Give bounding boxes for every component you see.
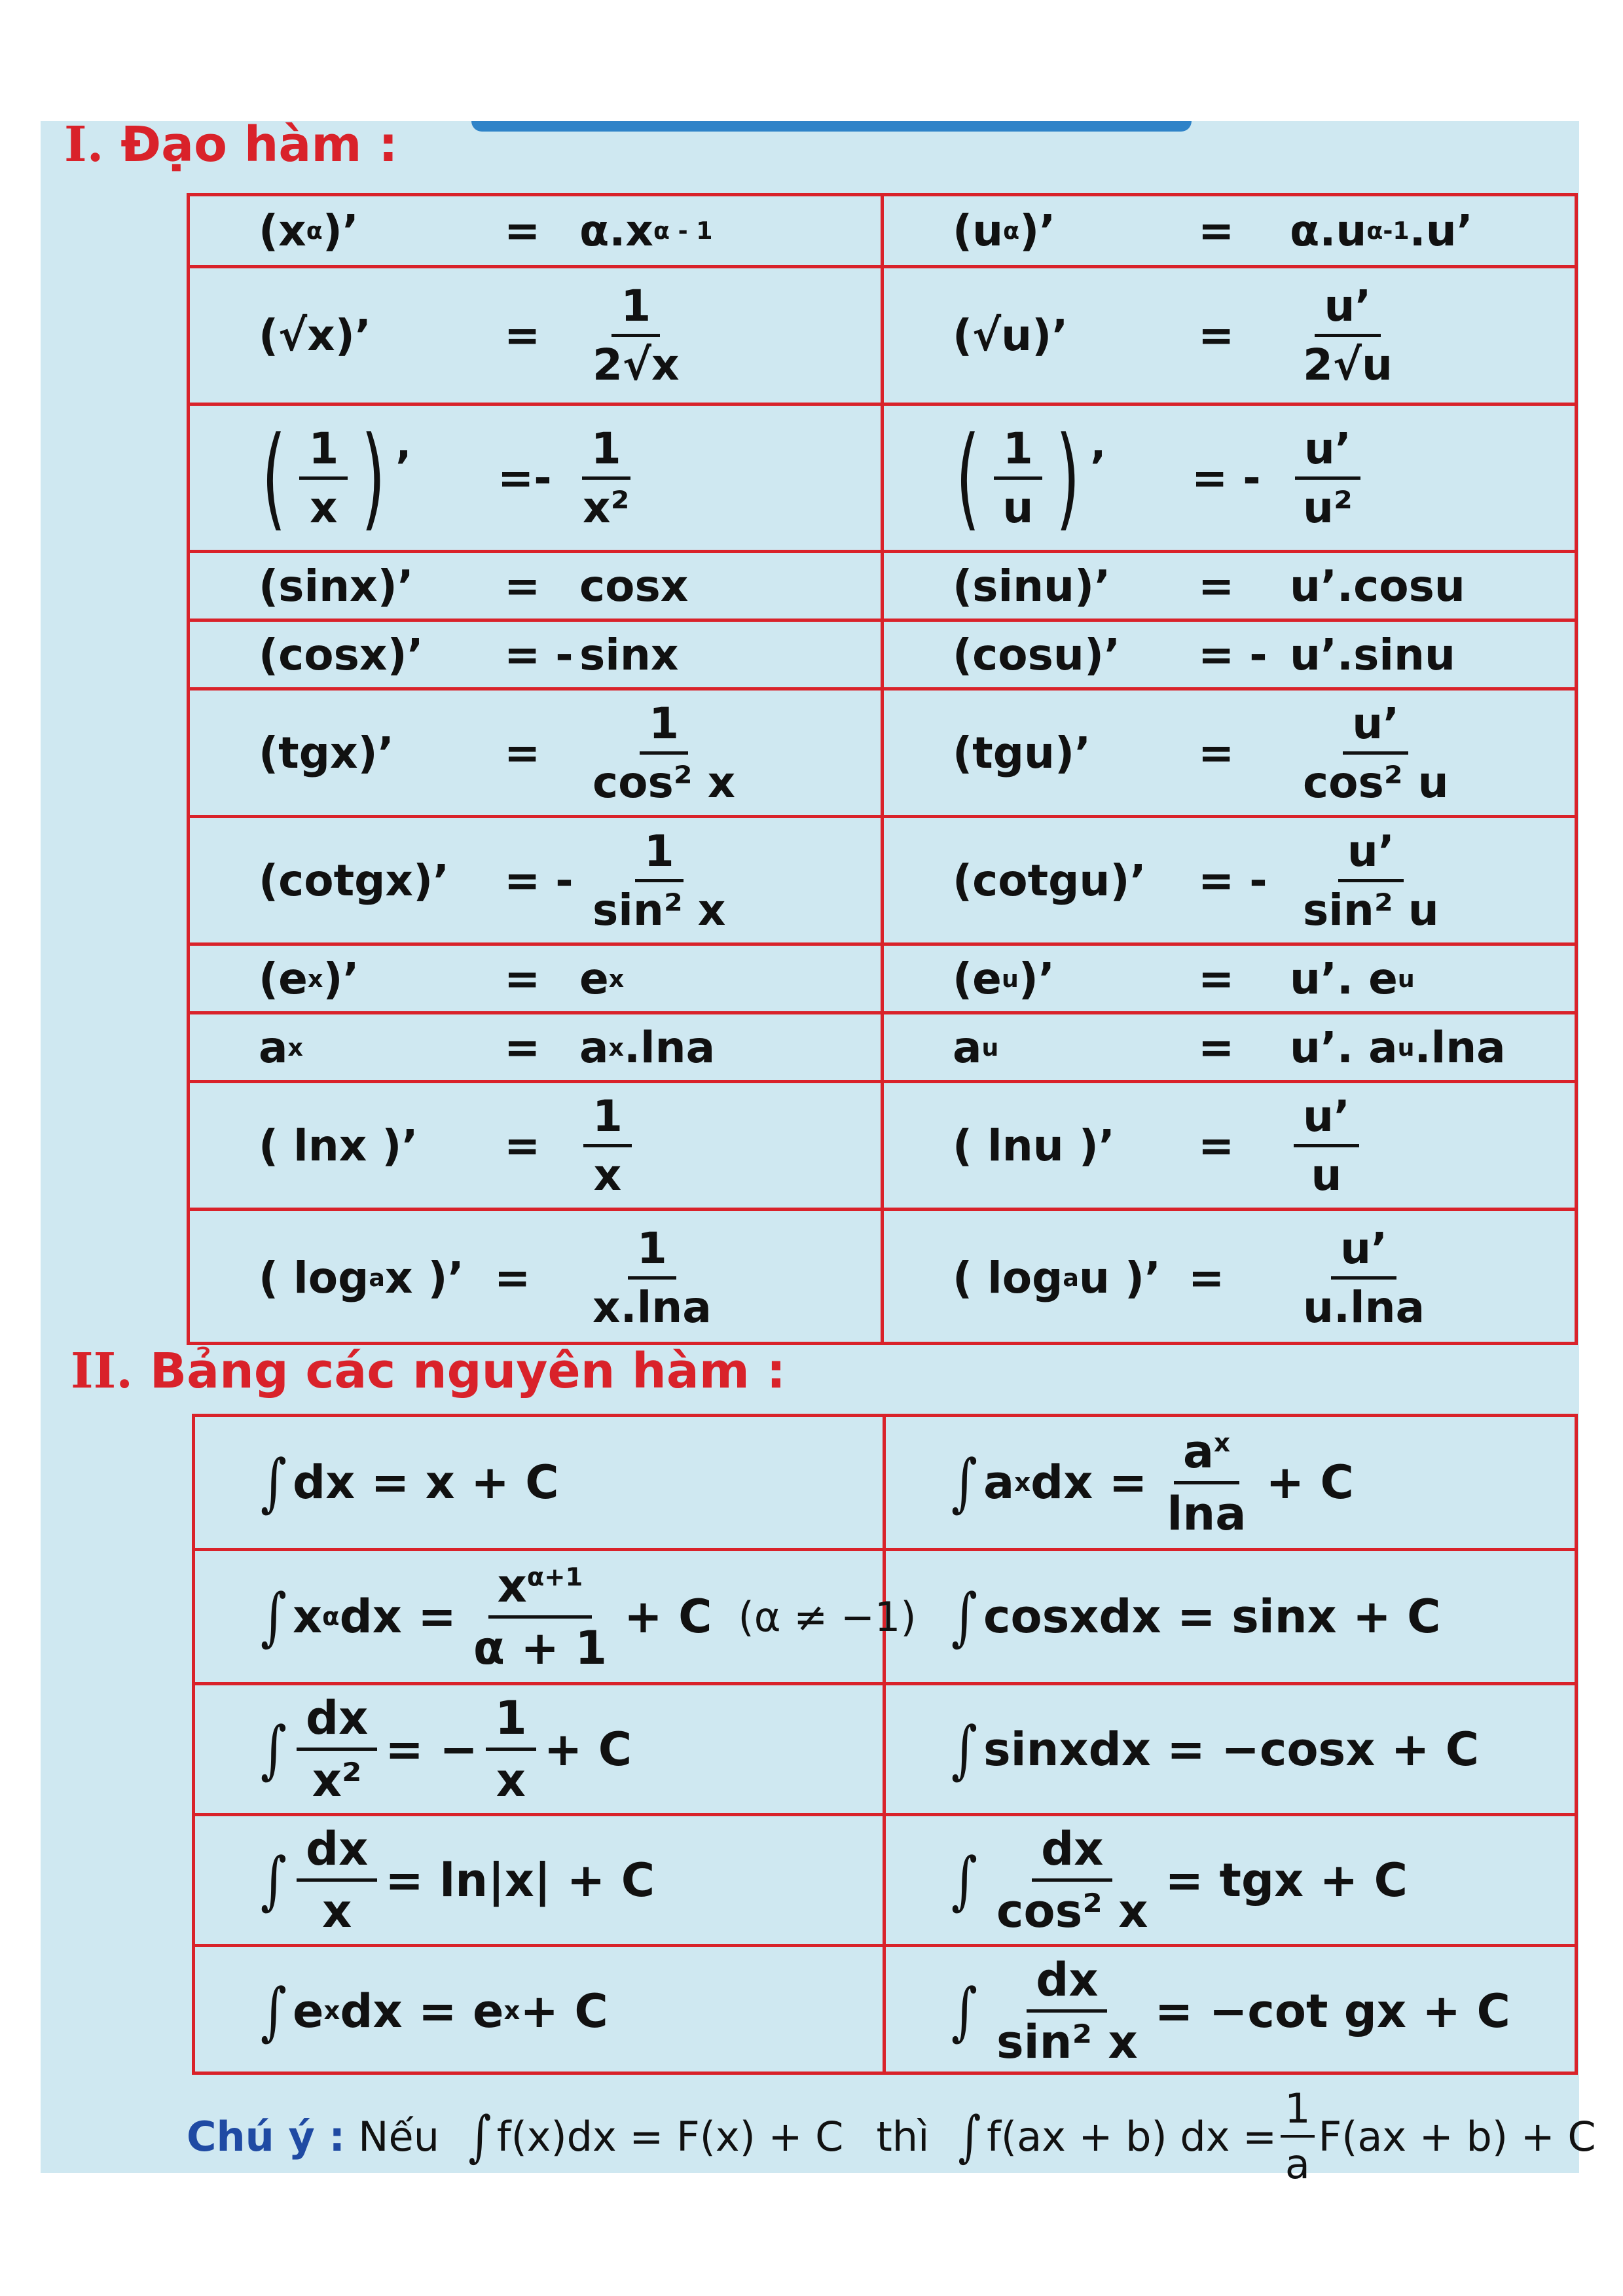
integrals-table	[192, 1414, 1578, 2075]
table-row: ∫ $\frac{dx}{\text{x²}}$ = − $\frac{1}{x}$ + C ∫ sinxdx = −cosx + C	[195, 1685, 1575, 1816]
table-row: (e x )’ = e x (e u )’ = u’. e u	[190, 946, 1575, 1014]
title-text: Đạo hàm :	[120, 117, 398, 173]
table-row: ( lnx )’ = $\frac{1}{x}$ ( lnu )’ = $\frac{u’}{u}$	[190, 1083, 1575, 1211]
table-row: ( log a x )’ = $\frac{1}{x.\ln a}$ ( log a u )’ = $\frac{u’}{u.\ln a}$	[259, 1223, 1425, 1333]
section-title-derivatives	[64, 117, 398, 173]
table-row: ∫ dx = x + C ∫ a x dx = $\frac{a^x}{\ln a}$ + C	[195, 1417, 1575, 1551]
derivatives-table	[187, 193, 1578, 1345]
note-then: thì	[876, 2112, 930, 2161]
title-numeral: I.	[64, 117, 104, 173]
note-fraction: $\frac{1}{a}$	[1281, 2085, 1314, 2188]
table-row: (tgx)’ = $\frac{1}{\text{cos² x}}$ (tgu)’ = $\frac{u’}{\text{cos² u}}$	[190, 691, 1575, 818]
table-row: (cosx)’ = - sinx (cosu)’ = - u’.sinu	[190, 622, 1575, 691]
table-row: ∫ $\frac{dx}{x}$ = ln|x| + C ∫ $\frac{dx}{\text{cos² x}}$ = tgx + C	[195, 1816, 1575, 1947]
note: Chú ý : Nếu ∫ f(x)dx = F(x) + C thì ∫ f(ax + b) dx = $\frac{1}{a}$ F(ax + b) + C	[187, 2085, 1596, 2188]
table-row: ∫ x α dx = $\frac{x^{\alpha+1}}{\alpha + 1}$ + C (α ≠ −1) ∫ cosxdx = sinx + C	[195, 1551, 1575, 1685]
table-row: (sinx)’ = cosx (sinu)’ = u’.cosu	[190, 553, 1575, 622]
note-part1: f(x)dx = F(x) + C	[496, 2112, 844, 2161]
table-row: ∫ e x dx = e x + C ∫ $\frac{dx}{\text{sin² x}}$ = −cot gx + C	[261, 1953, 1510, 2069]
table-row: (x α )’ = α.x α - 1 (u α )’ = α.u α-1 .u’	[190, 196, 1575, 268]
title-text: Bảng các nguyên hàm :	[149, 1343, 786, 1399]
top-decor-bar	[471, 121, 1192, 132]
note-part3: F(ax + b) + C	[1318, 2112, 1596, 2161]
note-part2: f(ax + b) dx =	[987, 2112, 1277, 2161]
note-label: Chú ý :	[187, 2112, 346, 2161]
section-title-antiderivatives	[71, 1343, 786, 1399]
note-if: Nếu	[358, 2112, 439, 2161]
table-row: a x = a x .lna a u = u’. a u .lna	[190, 1014, 1575, 1083]
title-numeral: II.	[71, 1343, 133, 1399]
table-row: ( $\frac{1}{x}$ ) ’ =- $\frac{1}{\text{x²}}$ ( $\frac{1}{u}$ ) ’ = - $\frac{u’}{\text{u²}}$	[190, 406, 1575, 553]
table-row: (cotgx)’ = - $\frac{1}{\text{sin² x}}$ (cotgu)’ = - $\frac{u’}{\text{sin² u}}$	[190, 818, 1575, 946]
table-row: (√x)’ = $\frac{1}{2√x}$ (√u)’ = $\frac{u’}{2√u}$	[190, 268, 1575, 406]
